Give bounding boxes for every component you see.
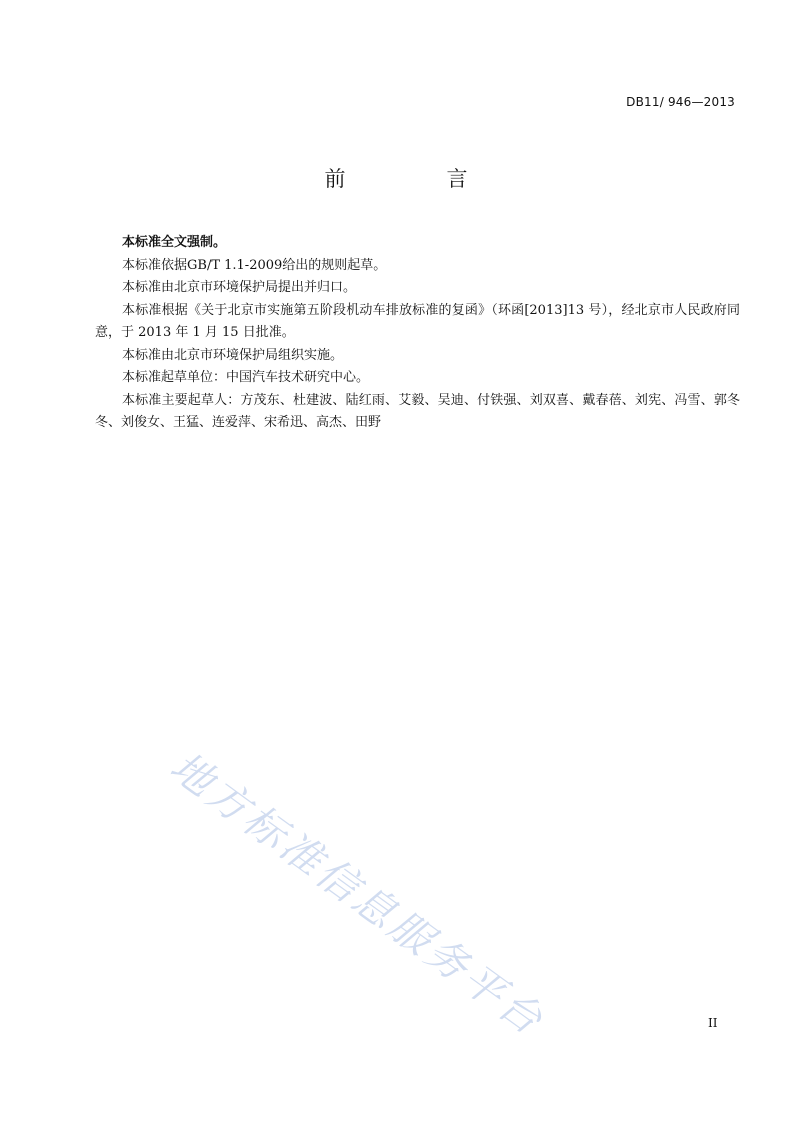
document-body: [95, 232, 740, 435]
paragraph-drafters: 本标准主要起草人：方茂东、杜建波、陆红雨、艾毅、吴迪、付铁强、刘双喜、戴春蓓、刘宪、冯雪、郭冬冬、刘俊女、王猛、连爱萍、宋希迅、高杰、田野: [95, 392, 740, 430]
paragraph-implementation: 本标准由北京市环境保护局组织实施。: [122, 347, 344, 363]
paragraph-mandatory: 本标准全文强制。: [122, 235, 227, 250]
page-number: II: [708, 1016, 718, 1030]
paragraph-proposer: 本标准由北京市环境保护局提出并归口。: [122, 280, 357, 295]
paragraph-drafting-rules: 本标准依据GB/T 1.1-2009给出的规则起草。: [122, 257, 387, 273]
page-title: 前 言: [324, 167, 508, 191]
paragraph-drafting-unit: 本标准起草单位：中国汽车技术研究中心。: [122, 370, 370, 385]
document-code: DB11/ 946—2013: [626, 95, 735, 109]
watermark: 地方标准信息服务平台: [161, 742, 554, 1046]
paragraph-approval: 本标准根据《关于北京市实施第五阶段机动车排放标准的复函》（环函[2013]13 号），经北京市人民政府同意，于 2013 年 1 月 15 日批准。: [95, 302, 740, 340]
